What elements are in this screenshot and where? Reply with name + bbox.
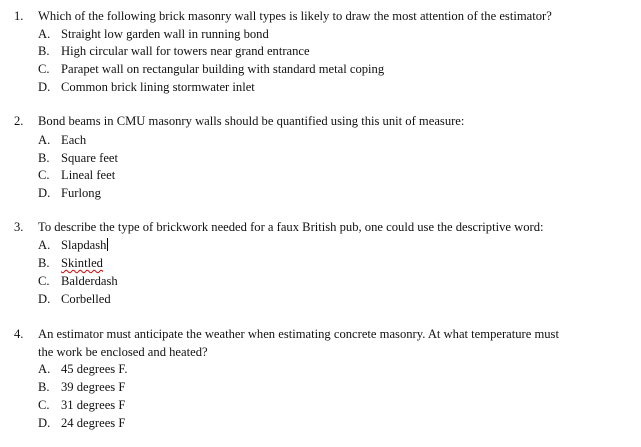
option-text: Skintled <box>61 256 103 270</box>
option-letter: D. <box>38 186 51 200</box>
option-text: Square feet <box>61 151 118 165</box>
option-text: Parapet wall on rectangular building with standard metal coping <box>61 62 385 76</box>
question-text: Which of the following brick masonry wall types is likely to draw the most attention of the estimator? <box>38 9 552 23</box>
option-text: Common brick lining stormwater inlet <box>61 80 255 94</box>
option-letter: B. <box>38 256 50 270</box>
question-text: To describe the type of brickwork needed for a faux British pub, one could use the descriptive word: <box>38 220 544 234</box>
text-cursor <box>107 238 108 251</box>
option-letter: D. <box>38 292 51 306</box>
option-letter: A. <box>38 133 51 147</box>
option-text-spellcheck[interactable] <box>61 255 103 271</box>
question-number: 2. <box>14 114 24 128</box>
option-text: Furlong <box>61 186 101 200</box>
option-letter: B. <box>38 151 50 165</box>
option-text: 24 degrees F <box>61 416 126 430</box>
option-letter: A. <box>38 238 51 252</box>
option-letter: A. <box>38 362 51 376</box>
question-text: Bond beams in CMU masonry walls should be quantified using this unit of measure: <box>38 114 465 128</box>
option-letter: B. <box>38 44 50 58</box>
option-text: 31 degrees F <box>61 398 126 412</box>
option-text: Balderdash <box>61 274 118 288</box>
question-number: 4. <box>14 327 24 341</box>
option-text: Slapdash <box>61 238 107 252</box>
option-letter: B. <box>38 380 50 394</box>
option-text: Corbelled <box>61 292 111 306</box>
option-letter: C. <box>38 398 50 412</box>
option-text-with-cursor[interactable] <box>61 237 108 253</box>
option-text: 39 degrees F <box>61 380 126 394</box>
question-number: 1. <box>14 9 24 23</box>
question-number: 3. <box>14 220 24 234</box>
option-text: Straight low garden wall in running bond <box>61 27 269 41</box>
question-text: An estimator must anticipate the weather when estimating concrete masonry. At what temperature must <box>38 327 559 341</box>
option-letter: C. <box>38 274 50 288</box>
option-text: Each <box>61 133 87 147</box>
option-letter: C. <box>38 168 50 182</box>
option-letter: D. <box>38 80 51 94</box>
option-letter: A. <box>38 27 51 41</box>
option-letter: C. <box>38 62 50 76</box>
option-text: 45 degrees F. <box>61 362 128 376</box>
option-text: High circular wall for towers near grand entrance <box>61 44 310 58</box>
question-text-continued: the work be enclosed and heated? <box>38 345 208 359</box>
option-text: Lineal feet <box>61 168 116 182</box>
option-letter: D. <box>38 416 51 430</box>
